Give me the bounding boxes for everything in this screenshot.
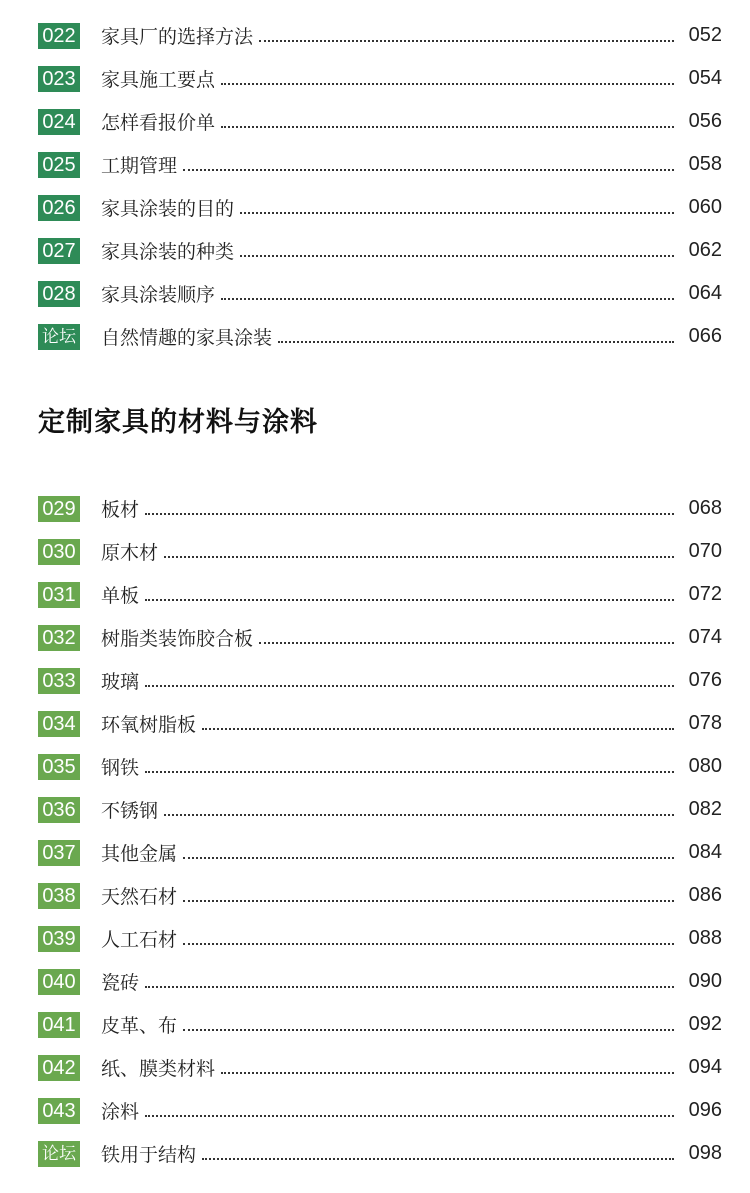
dot-leader bbox=[202, 728, 674, 730]
toc-entry[interactable] bbox=[38, 659, 722, 702]
entry-title: 树脂类装饰胶合板 bbox=[101, 628, 254, 650]
entry-number-badge: 040 bbox=[38, 969, 80, 995]
dot-leader bbox=[145, 685, 674, 687]
entry-number-badge: 025 bbox=[38, 152, 80, 178]
toc-entry[interactable] bbox=[38, 143, 722, 186]
entry-number-badge: 033 bbox=[38, 668, 80, 694]
entry-number-badge: 023 bbox=[38, 66, 80, 92]
dot-leader bbox=[164, 814, 674, 816]
entry-page-number: 074 bbox=[688, 626, 722, 648]
entry-page-number: 076 bbox=[688, 669, 722, 691]
entry-title: 铁用于结构 bbox=[101, 1144, 197, 1166]
entry-page-number: 080 bbox=[688, 755, 722, 777]
dot-leader bbox=[145, 513, 674, 515]
entry-title: 不锈钢 bbox=[101, 800, 159, 822]
entry-number-badge: 043 bbox=[38, 1098, 80, 1124]
entry-title: 原木材 bbox=[101, 542, 159, 564]
entry-number-badge: 034 bbox=[38, 711, 80, 737]
toc-entry[interactable] bbox=[38, 616, 722, 659]
entry-title: 家具涂装顺序 bbox=[101, 284, 216, 306]
entry-title: 板材 bbox=[101, 499, 140, 521]
toc-entry[interactable] bbox=[38, 788, 722, 831]
entry-number-badge: 031 bbox=[38, 582, 80, 608]
toc-list-section-one bbox=[38, 14, 722, 358]
toc-entry[interactable] bbox=[38, 917, 722, 960]
entry-page-number: 060 bbox=[688, 196, 722, 218]
toc-list-section-two bbox=[38, 487, 722, 1175]
entry-title: 人工石材 bbox=[101, 929, 178, 951]
entry-number-badge: 论坛 bbox=[38, 1141, 80, 1167]
dot-leader bbox=[145, 771, 674, 773]
entry-number-badge: 029 bbox=[38, 496, 80, 522]
dot-leader bbox=[145, 1115, 674, 1117]
section-heading: 定制家具的材料与涂料 bbox=[38, 407, 318, 438]
dot-leader bbox=[240, 255, 674, 257]
entry-page-number: 070 bbox=[688, 540, 722, 562]
dot-leader bbox=[259, 40, 674, 42]
toc-entry[interactable] bbox=[38, 831, 722, 874]
toc-entry[interactable] bbox=[38, 1046, 722, 1089]
entry-page-number: 096 bbox=[688, 1099, 722, 1121]
entry-title: 瓷砖 bbox=[101, 972, 140, 994]
toc-entry[interactable] bbox=[38, 1132, 722, 1175]
entry-page-number: 072 bbox=[688, 583, 722, 605]
dot-leader bbox=[183, 900, 674, 902]
entry-title: 自然情趣的家具涂装 bbox=[101, 327, 273, 349]
entry-number-badge: 024 bbox=[38, 109, 80, 135]
entry-page-number: 094 bbox=[688, 1056, 722, 1078]
entry-page-number: 092 bbox=[688, 1013, 722, 1035]
toc-entry[interactable] bbox=[38, 702, 722, 745]
entry-title: 家具涂装的种类 bbox=[101, 241, 235, 263]
entry-title: 环氧树脂板 bbox=[101, 714, 197, 736]
entry-number-badge: 论坛 bbox=[38, 324, 80, 350]
entry-title: 家具施工要点 bbox=[101, 69, 216, 91]
dot-leader bbox=[164, 556, 674, 558]
entry-page-number: 056 bbox=[688, 110, 722, 132]
entry-title: 钢铁 bbox=[101, 757, 140, 779]
toc-entry[interactable] bbox=[38, 573, 722, 616]
dot-leader bbox=[183, 857, 674, 859]
entry-page-number: 098 bbox=[688, 1142, 722, 1164]
entry-number-badge: 032 bbox=[38, 625, 80, 651]
entry-title: 工期管理 bbox=[101, 155, 178, 177]
entry-number-badge: 028 bbox=[38, 281, 80, 307]
toc-entry[interactable] bbox=[38, 745, 722, 788]
entry-title: 怎样看报价单 bbox=[101, 112, 216, 134]
entry-page-number: 078 bbox=[688, 712, 722, 734]
entry-number-badge: 039 bbox=[38, 926, 80, 952]
dot-leader bbox=[183, 169, 674, 171]
dot-leader bbox=[278, 341, 674, 343]
entry-number-badge: 038 bbox=[38, 883, 80, 909]
toc-entry[interactable] bbox=[38, 100, 722, 143]
dot-leader bbox=[221, 126, 674, 128]
toc-entry[interactable] bbox=[38, 315, 722, 358]
entry-page-number: 064 bbox=[688, 282, 722, 304]
entry-number-badge: 041 bbox=[38, 1012, 80, 1038]
entry-page-number: 088 bbox=[688, 927, 722, 949]
entry-title: 天然石材 bbox=[101, 886, 178, 908]
dot-leader bbox=[259, 642, 674, 644]
dot-leader bbox=[240, 212, 674, 214]
entry-number-badge: 042 bbox=[38, 1055, 80, 1081]
entry-title: 玻璃 bbox=[101, 671, 140, 693]
dot-leader bbox=[183, 1029, 674, 1031]
entry-page-number: 054 bbox=[688, 67, 722, 89]
entry-title: 纸、膜类材料 bbox=[101, 1058, 216, 1080]
entry-page-number: 068 bbox=[688, 497, 722, 519]
toc-entry[interactable] bbox=[38, 530, 722, 573]
entry-page-number: 082 bbox=[688, 798, 722, 820]
entry-title: 皮革、布 bbox=[101, 1015, 178, 1037]
toc-entry[interactable] bbox=[38, 14, 722, 57]
toc-entry[interactable] bbox=[38, 186, 722, 229]
entry-title: 涂料 bbox=[101, 1101, 140, 1123]
entry-number-badge: 030 bbox=[38, 539, 80, 565]
dot-leader bbox=[221, 83, 674, 85]
dot-leader bbox=[183, 943, 674, 945]
toc-entry[interactable] bbox=[38, 57, 722, 100]
entry-page-number: 084 bbox=[688, 841, 722, 863]
entry-page-number: 062 bbox=[688, 239, 722, 261]
entry-page-number: 090 bbox=[688, 970, 722, 992]
toc-entry[interactable] bbox=[38, 272, 722, 315]
entry-page-number: 066 bbox=[688, 325, 722, 347]
toc-entry[interactable] bbox=[38, 1089, 722, 1132]
entry-number-badge: 026 bbox=[38, 195, 80, 221]
toc-entry[interactable] bbox=[38, 1003, 722, 1046]
dot-leader bbox=[145, 986, 674, 988]
dot-leader bbox=[202, 1158, 674, 1160]
entry-number-badge: 036 bbox=[38, 797, 80, 823]
entry-number-badge: 035 bbox=[38, 754, 80, 780]
entry-page-number: 058 bbox=[688, 153, 722, 175]
entry-title: 其他金属 bbox=[101, 843, 178, 865]
entry-number-badge: 027 bbox=[38, 238, 80, 264]
toc-entry[interactable] bbox=[38, 874, 722, 917]
entry-page-number: 052 bbox=[688, 24, 722, 46]
dot-leader bbox=[221, 298, 674, 300]
entry-title: 家具厂的选择方法 bbox=[101, 26, 254, 48]
entry-page-number: 086 bbox=[688, 884, 722, 906]
toc-entry[interactable] bbox=[38, 960, 722, 1003]
dot-leader bbox=[145, 599, 674, 601]
toc-entry[interactable] bbox=[38, 229, 722, 272]
toc-entry[interactable] bbox=[38, 487, 722, 530]
dot-leader bbox=[221, 1072, 674, 1074]
entry-title: 家具涂装的目的 bbox=[101, 198, 235, 220]
entry-title: 单板 bbox=[101, 585, 140, 607]
entry-number-badge: 022 bbox=[38, 23, 80, 49]
entry-number-badge: 037 bbox=[38, 840, 80, 866]
